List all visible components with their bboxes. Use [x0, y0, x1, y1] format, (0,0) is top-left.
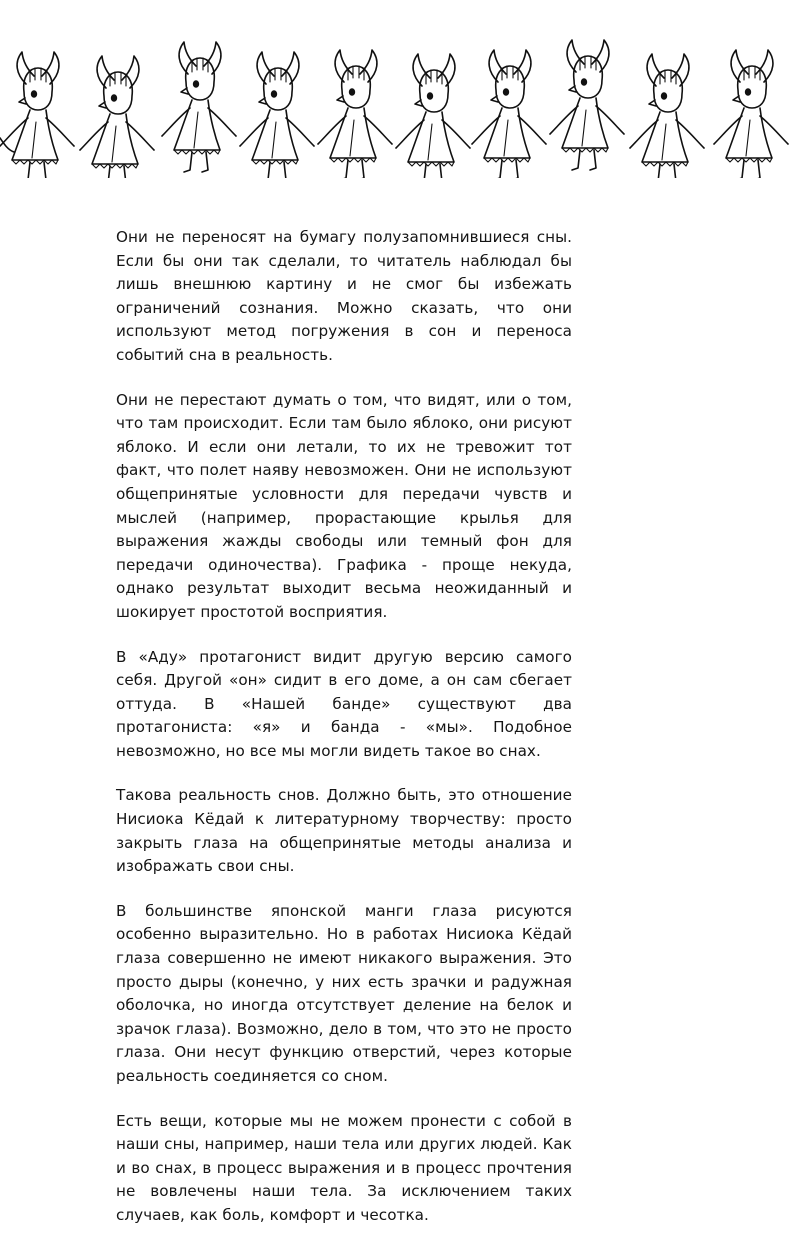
- creature-figure-3: [162, 42, 236, 172]
- article-body: [116, 226, 572, 1249]
- creature-figure-8: [550, 40, 624, 170]
- creature-figure-9: [630, 54, 704, 178]
- creature-figure-2: [80, 56, 154, 178]
- paragraph-4: Такова реальность снов. Должно быть, это отношение Нисиока Кёдай к литературному творчеству: просто закрыть глаза на общепринятые методы анализа и изображать свои сны.: [116, 786, 572, 876]
- creature-figure-4: [240, 52, 314, 178]
- creature-figure-1: [0, 52, 74, 178]
- paragraph-1: Они не переносят на бумагу полузапомнившиеся сны. Если бы они так сделали, то читатель наблюдал бы лишь внешнюю картину и не смог бы избежать ограничений сознания. Можно сказать, что они используют метод погружения в сон и переноса событий сна в реальность.: [116, 228, 572, 364]
- creature-chain-illustration: [0, 18, 800, 178]
- creature-figure-5: [318, 50, 392, 178]
- paragraph-5: В большинстве японской манги глаза рисуются особенно выразительно. Но в работах Нисиока Кёдай глаза совершенно не имеют никакого выражения. Это просто дыры (конечно, у них есть зрачки и радужная оболочка, но иногда отсутствует деление на белок и зрачок глаза). Возможно, дело в том, что это не просто глаза. Они несут функцию отверстий, через которые реальность соединяется со сном.: [116, 901, 572, 1085]
- creature-figure-6: [396, 54, 470, 178]
- creature-figure-10: [714, 50, 788, 178]
- paragraph-2: Они не перестают думать о том, что видят, или о том, что там происходит. Если там было яблоко, они рисуют яблоко. И если они летали, то их не тревожит тот факт, что полет наяву невозможен. Они не используют общепринятые условности для передачи чувств и мыслей (например, прорастающие крылья для выражения жажды свободы или темный фон для передачи одиночества). Графика - проще некуда, однако результат выходит весьма неожиданный и шокирует простотой восприятия.: [116, 390, 572, 621]
- paragraph-3: В «Аду» протагонист видит другую версию самого себя. Другой «он» сидит в его доме, а он сам сбегает оттуда. В «Нашей банде» существуют два протагониста: «я» и банда - «мы». Подобное невозможно, но все мы могли видеть такое во снах.: [116, 647, 572, 760]
- paragraph-6: Есть вещи, которые мы не можем пронести с собой в наши сны, например, наши тела или других людей. Как и во снах, в процесс выражения и в процесс прочтения не вовлечены наши тела. За исключением таких случаев, как боль, комфорт и чесотка.: [116, 1111, 572, 1224]
- creature-figure-7: [472, 50, 546, 178]
